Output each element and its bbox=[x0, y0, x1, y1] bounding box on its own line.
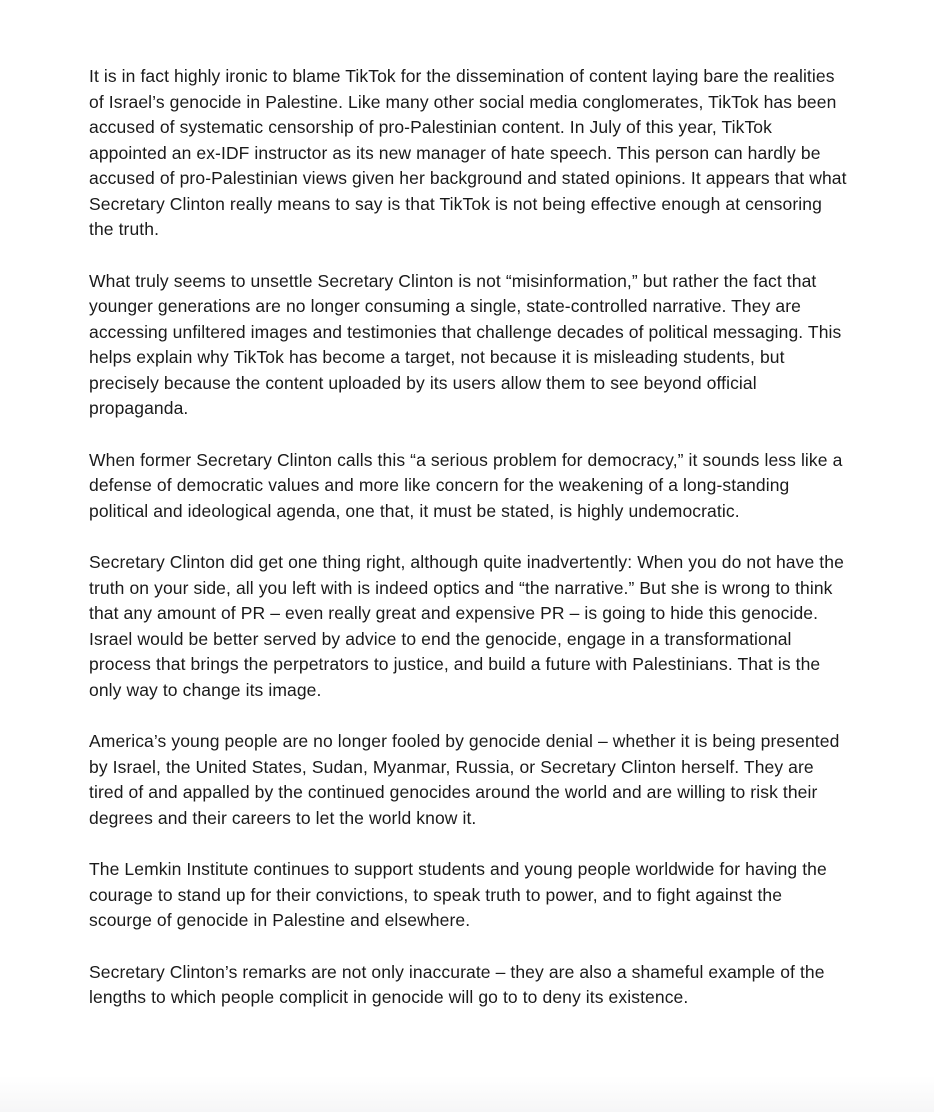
paragraph-tiktok-irony: It is in fact highly ironic to blame TikTok for the dissemination of content laying bare the realities of Israel’s genocide in Palestine. Like many other social media conglomerates, TikTok has been accused of systematic censorship of pro-Palestinian content. In July of this year, TikTok appointed an ex-IDF instructor as its new manager of hate speech. This person can hardly be accused of pro-Palestinian views given her background and stated opinions. It appears that what Secretary Clinton really means to say is that TikTok is not being effective enough at censoring the truth. bbox=[89, 66, 847, 239]
paragraph-lemkin-institute: The Lemkin Institute continues to support students and young people worldwide for having the courage to stand up for their convictions, to speak truth to power, and to fight against the scourge of genocide in Palestine and elsewhere. bbox=[89, 859, 827, 930]
bottom-fade-gradient bbox=[0, 1076, 934, 1112]
paragraph-democracy-problem: When former Secretary Clinton calls this “a serious problem for democracy,” it sounds less like a defense of democratic values and more like concern for the weakening of a long-standing political and ideological agenda, one that, it must be stated, is highly undemocratic. bbox=[89, 449, 843, 521]
paragraph-optics-narrative: Secretary Clinton did get one thing right, although quite inadvertently: When you do not have the truth on your side, all you left with is indeed optics and “the narrative.” But she is wrong to think that any amount of PR – even really great and expensive PR – is going to hide this genocide. Israel would be better served by advice to end the genocide, engage in a transformational process that brings the perpetrators to justice, and build a future with Palestinians. That is the only way to change its image. bbox=[89, 552, 844, 700]
paragraph-misinformation: What truly seems to unsettle Secretary Clinton is not “misinformation,” but rather the fact that younger generations are no longer consuming a single, state-controlled narrative. They are accessing unfiltered images and testimonies that challenge decades of political messaging. This helps explain why TikTok has become a target, not because it is misleading students, but precisely because the content uploaded by its users allow them to see beyond official propaganda. bbox=[89, 270, 842, 418]
article-body bbox=[89, 64, 849, 1037]
paragraph-closing-remarks: Secretary Clinton’s remarks are not only inaccurate – they are also a shameful example of the lengths to which people complicit in genocide will go to to deny its existence. bbox=[89, 961, 825, 1007]
paragraph-young-people: America’s young people are no longer fooled by genocide denial – whether it is being presented by Israel, the United States, Sudan, Myanmar, Russia, or Secretary Clinton herself. They are tired of and appalled by the continued genocides around the world and are willing to risk their degrees and their careers to let the world know it. bbox=[89, 731, 840, 828]
